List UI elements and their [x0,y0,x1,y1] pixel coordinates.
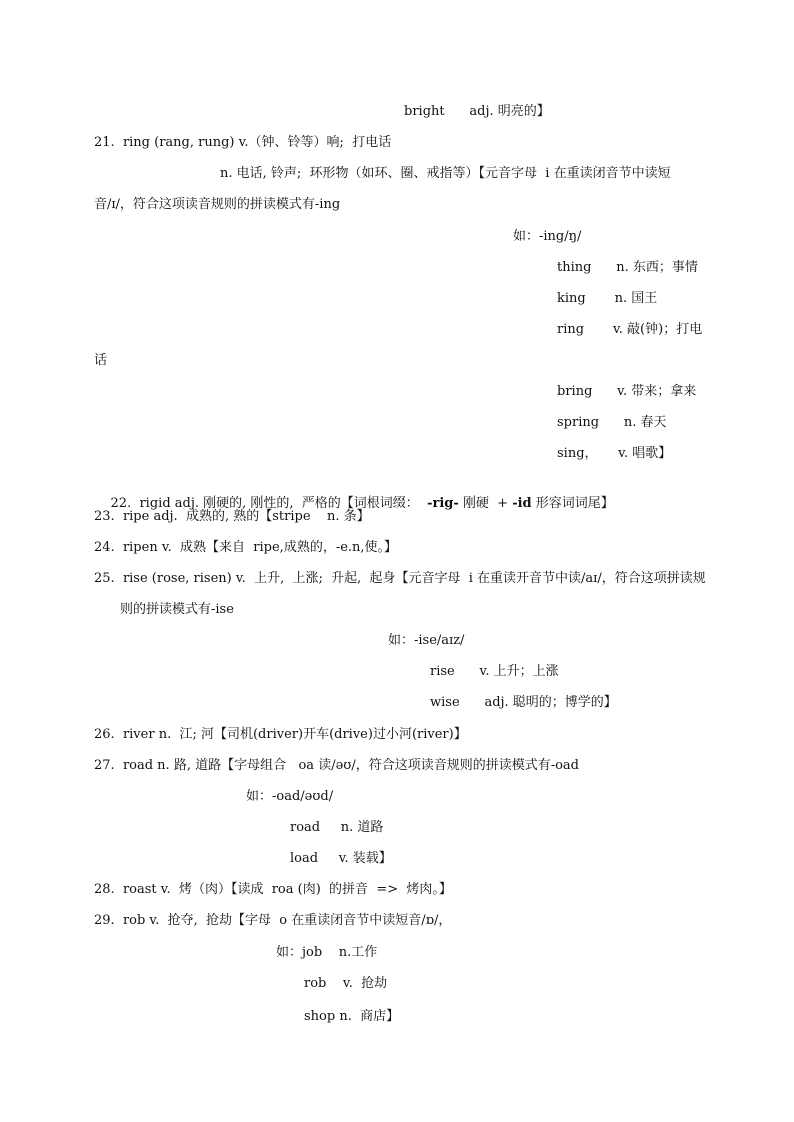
text-line: ring v. 敲(钟)；打电 [557,322,703,337]
entry-28-roast: 28. roast v. 烤（肉）【读成 roa (肉) 的拼音 => 烤肉。】 [94,882,452,897]
text-segment: 形容词词尾】 [531,496,614,511]
text-line: shop n. 商店】 [304,1009,400,1024]
text-line: thing n. 东西；事情 [557,260,698,275]
text-line: 如：-oad/əʊd/ [246,789,334,804]
text-line: road n. 道路 [290,820,384,835]
entry-21-ring: 21. ring (rang, rung) v.（钟、铃等）响; 打电话 [94,135,392,150]
entry-29-rob: 29. rob v. 抢夺, 抢劫【字母 o 在重读闭音节中读短音/ɒ/， [94,913,452,928]
text-line: spring n. 春天 [557,415,667,430]
text-line: 则的拼读模式有-ise [120,602,234,617]
bold-suffix: -id [512,496,532,511]
text-line: sing， v. 唱歌】 [557,446,672,461]
text-line: 如：-ise/aɪz/ [388,633,465,648]
entry-26-river: 26. river n. 江; 河【司机(driver)开车(drive)过小河(river)】 [94,727,467,742]
text-line: rise v. 上升；上涨 [430,664,559,679]
bold-root: -rig- [427,496,459,511]
entry-25-rise: 25. rise (rose, risen) v. 上升, 上涨; 升起, 起身【元音字母 i 在重读开音节中读/aɪ/，符合这项拼读规 [94,571,706,586]
text-line: king n. 国王 [557,291,658,306]
entry-27-road: 27. road n. 路, 道路【字母组合 oa 读/əʊ/，符合这项读音规则的拼读模式有-oad [94,758,579,773]
text-line: 话 [94,353,108,368]
text-line: wise adj. 聪明的；博学的】 [430,695,617,710]
text-segment: 22. rigid adj. 刚硬的, 刚性的, 严格的【词根词缀： [110,496,428,511]
text-line: bright adj. 明亮的】 [404,104,550,119]
text-line: n. 电话, 铃声; 环形物（如环、圈、戒指等）【元音字母 i 在重读闭音节中读短 [220,166,671,181]
entry-24-ripen: 24. ripen v. 成熟【来自 ripe,成熟的，-e.n,使。】 [94,540,398,555]
text-line: 如：job n.工作 [276,945,378,960]
entry-22-rigid [94,477,614,511]
text-line: bring v. 带来；拿来 [557,384,697,399]
text-line: rob v. 抢劫 [304,976,388,991]
text-line: 音/ɪ/，符合这项读音规则的拼读模式有-ing [94,197,341,212]
text-line: load v. 装载】 [290,851,392,866]
entry-23-ripe: 23. ripe adj. 成熟的, 熟的【stripe n. 条】 [94,509,370,524]
text-line: 如：-ing/ŋ/ [513,229,582,244]
text-segment: 刚硬 + [458,496,513,511]
